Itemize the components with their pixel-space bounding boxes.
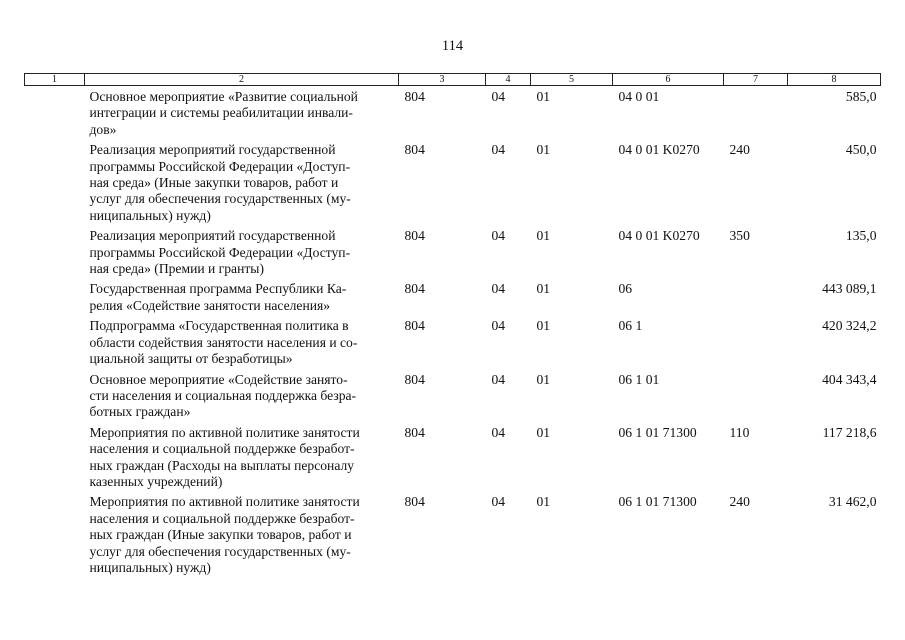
header-col-4: 4	[486, 74, 531, 86]
expense-name-line: населения и социальной поддержке безработ-	[89, 510, 355, 526]
expense-name-line: программы Российской Федерации «Доступ-	[89, 158, 351, 174]
amount-cell: 420 324,2	[822, 318, 877, 334]
row-number-cell	[25, 425, 85, 495]
header-col-1: 1	[25, 74, 85, 86]
expense-name-cell	[85, 494, 399, 580]
header-col-7: 7	[724, 74, 788, 86]
expense-name-cell	[85, 142, 399, 228]
expense-name-cell	[85, 372, 399, 425]
section-code-cell: 04	[491, 89, 506, 104]
header-col-2: 2	[85, 74, 399, 86]
amount-cell: 117 218,6	[822, 424, 877, 440]
row-number-cell	[25, 372, 85, 425]
expense-name-cell	[85, 318, 399, 371]
section-code-cell: 04	[491, 228, 506, 244]
table-body	[25, 86, 881, 581]
ministry-code-cell: 804	[404, 228, 425, 244]
target-article-cell: 06 1 01	[618, 371, 660, 387]
ministry-code-cell: 804	[404, 494, 425, 510]
expense-name-line: циальной защиты от безработицы»	[89, 351, 293, 367]
target-article-cell: 04 0 01 K0270	[618, 228, 700, 244]
row-number-cell	[25, 86, 85, 143]
expense-name-line: ная среда» (Премии и гранты)	[89, 261, 264, 277]
subsection-code-cell: 01	[536, 494, 551, 510]
row-number-cell	[25, 318, 85, 371]
amount-cell: 135,0	[845, 228, 877, 244]
expense-name-line: Мероприятия по активной политике занятости	[89, 494, 360, 510]
expense-name-line: программы Российской Федерации «Доступ-	[89, 244, 351, 260]
subsection-code-cell: 01	[536, 89, 551, 104]
amount-cell: 450,0	[845, 142, 877, 158]
table-row	[25, 281, 881, 318]
expense-type-cell: 240	[729, 494, 750, 510]
expense-name-cell	[85, 425, 399, 495]
expense-name-line: Основное мероприятие «Содействие занято-	[89, 371, 348, 387]
expense-name-line: населения и социальной поддержке безработ-	[89, 441, 355, 457]
ministry-code-cell: 804	[404, 281, 425, 297]
section-code-cell: 04	[491, 424, 506, 440]
expense-type-cell: 240	[729, 142, 750, 158]
budget-table	[24, 73, 881, 580]
table-row	[25, 142, 881, 228]
expense-name-line: услуг для обеспечения государственных (му-	[89, 191, 351, 207]
header-col-8: 8	[788, 74, 881, 86]
table-row	[25, 228, 881, 281]
expense-name-cell	[85, 86, 399, 143]
row-number-cell	[25, 228, 85, 281]
target-article-cell: 06	[618, 281, 633, 297]
expense-type-cell	[724, 86, 788, 143]
expense-name-line: области содействия занятости населения и со-	[89, 334, 358, 350]
subsection-code-cell: 01	[536, 228, 551, 244]
header-col-6: 6	[613, 74, 724, 86]
table-row	[25, 372, 881, 425]
table-row	[25, 318, 881, 371]
row-number-cell	[25, 142, 85, 228]
expense-name-line: ботных граждан»	[89, 404, 191, 420]
header-row	[25, 74, 881, 86]
ministry-code-cell: 804	[404, 371, 425, 387]
expense-name-line: Государственная программа Республики Ка-	[89, 281, 347, 297]
table-header	[25, 74, 881, 86]
amount-cell: 31 462,0	[828, 494, 877, 510]
amount-cell: 404 343,4	[822, 371, 877, 387]
expense-name-line: Мероприятия по активной политике занятости	[89, 424, 360, 440]
expense-name-line: ных граждан (Расходы на выплаты персоналу	[89, 457, 355, 473]
expense-name-line: дов»	[89, 121, 117, 137]
expense-name-line: Подпрограмма «Государственная политика в	[89, 318, 349, 334]
header-col-5: 5	[531, 74, 613, 86]
expense-name-line: Реализация мероприятий государственной	[89, 228, 336, 244]
subsection-code-cell: 01	[536, 424, 551, 440]
subsection-code-cell: 01	[536, 318, 551, 334]
table-row	[25, 86, 881, 143]
section-code-cell: 04	[491, 318, 506, 334]
expense-type-cell	[724, 281, 788, 318]
amount-cell: 585,0	[845, 89, 877, 104]
ministry-code-cell: 804	[404, 424, 425, 440]
table-row	[25, 425, 881, 495]
target-article-cell: 04 0 01	[618, 89, 660, 104]
ministry-code-cell: 804	[404, 89, 425, 104]
expense-type-cell	[724, 318, 788, 371]
expense-type-cell: 110	[729, 424, 750, 440]
section-code-cell: 04	[491, 494, 506, 510]
expense-name-line: Основное мероприятие «Развитие социальной	[89, 89, 358, 104]
expense-name-line: ных граждан (Иные закупки товаров, работ и	[89, 527, 352, 543]
target-article-cell: 06 1	[618, 318, 643, 334]
expense-name-cell	[85, 281, 399, 318]
expense-name-line: казенных учреждений)	[89, 473, 223, 489]
subsection-code-cell: 01	[536, 371, 551, 387]
target-article-cell: 06 1 01 71300	[618, 494, 697, 510]
target-article-cell: 06 1 01 71300	[618, 424, 697, 440]
table-row	[25, 494, 881, 580]
ministry-code-cell: 804	[404, 142, 425, 158]
target-article-cell: 04 0 01 K0270	[618, 142, 700, 158]
header-col-3: 3	[399, 74, 486, 86]
expense-name-line: ниципальных) нужд)	[89, 559, 211, 575]
expense-type-cell: 350	[729, 228, 750, 244]
subsection-code-cell: 01	[536, 142, 551, 158]
row-number-cell	[25, 281, 85, 318]
expense-name-line: ная среда» (Иные закупки товаров, работ и	[89, 175, 339, 191]
expense-name-line: Реализация мероприятий государственной	[89, 142, 336, 158]
subsection-code-cell: 01	[536, 281, 551, 297]
expense-name-line: сти населения и социальная поддержка безра-	[89, 387, 357, 403]
section-code-cell: 04	[491, 281, 506, 297]
section-code-cell: 04	[491, 371, 506, 387]
expense-name-line: релия «Содействие занятости населения»	[89, 297, 331, 313]
row-number-cell	[25, 494, 85, 580]
expense-name-line: интеграции и системы реабилитации инвали-	[89, 105, 353, 121]
expense-name-line: ниципальных) нужд)	[89, 207, 211, 223]
expense-name-line: услуг для обеспечения государственных (му-	[89, 543, 351, 559]
expense-type-cell	[724, 372, 788, 425]
page-number: 114	[441, 38, 464, 54]
expense-name-cell	[85, 228, 399, 281]
section-code-cell: 04	[491, 142, 506, 158]
ministry-code-cell: 804	[404, 318, 425, 334]
amount-cell: 443 089,1	[822, 281, 877, 297]
